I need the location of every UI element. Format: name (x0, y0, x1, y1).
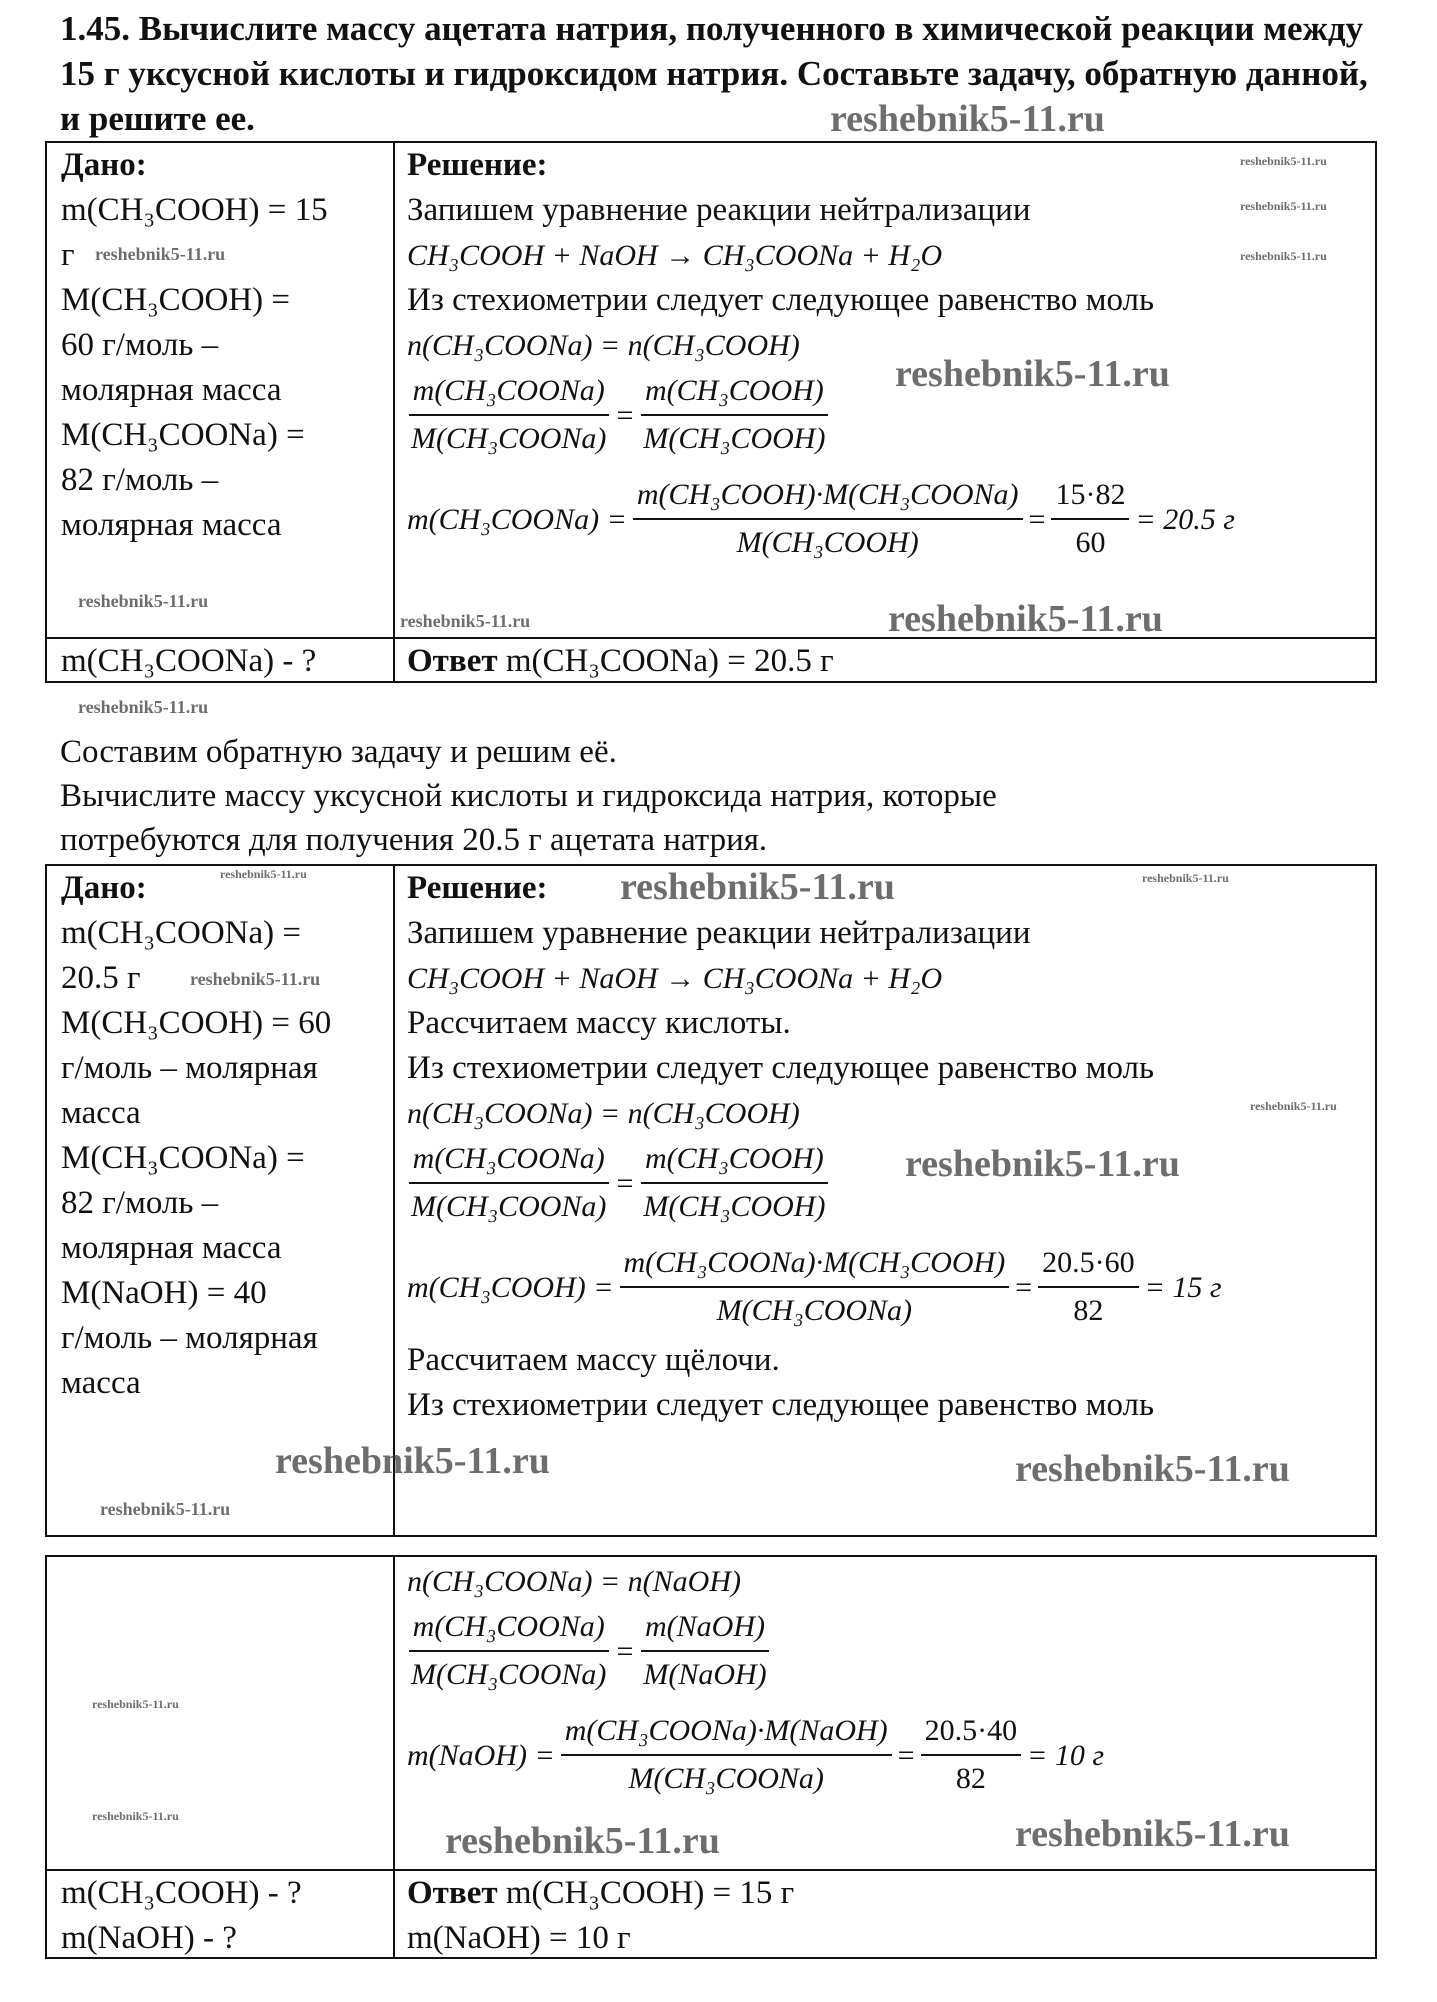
watermark: reshebnik5-11.ru (220, 867, 307, 881)
mass-formula: m(CH₃COONa) = $\frac{\text{m(CH₃COOH)·M(CH₃COONa)}}{\text{M(CH₃COOH)}}$ = $\frac{15\cdot 82}{60}$ = 20.5 г (407, 472, 1365, 566)
mole-equality: n(CH₃COONa) = n(CH₃COOH) (407, 1097, 800, 1130)
solution-text: Из стехиометрии следует следующее равенство моль (407, 282, 1155, 318)
watermark: reshebnik5-11.ru (95, 244, 226, 264)
watermark: reshebnik5-11.ru (895, 353, 1170, 395)
answer-cell (407, 639, 1365, 684)
answer-text: m(CH₃COOH) = 15 г (505, 1875, 795, 1911)
solution-cell (407, 866, 1365, 1428)
formula-lhs: m(NaOH) = (407, 1738, 555, 1772)
fraction-denominator: M(CH₃COOH) (643, 422, 826, 455)
watermark: reshebnik5-11.ru (888, 598, 1163, 640)
given-line: г/моль – молярная (61, 1050, 318, 1086)
fraction-denominator: M(CH₃COONa) (716, 1294, 913, 1327)
inverse-task-text (60, 730, 997, 862)
watermark: reshebnik5-11.ru (830, 98, 1105, 140)
paragraph-line: Составим обратную задачу и решим её. (60, 734, 617, 770)
problem-title: 1.45. Вычислите массу ацетата натрия, полученного в химической реакции между 15 г уксусной кислоты и гидроксидом натрия. Составьте задачу, обратную данной, и решите ее. (60, 9, 1368, 138)
fraction-numerator: m(CH₃COONa) (409, 368, 609, 416)
fraction-numerator: m(CH₃COONa)·M(CH₃COOH) (620, 1240, 1010, 1288)
given-line: молярная масса (61, 1230, 282, 1266)
solution-label: Решение: (407, 870, 548, 906)
watermark: reshebnik5-11.ru (620, 866, 895, 908)
table-2 (45, 864, 1377, 1537)
fraction-numerator: 15·82 (1051, 472, 1129, 520)
given-line: 82 г/моль – (61, 1185, 219, 1221)
watermark: reshebnik5-11.ru (400, 611, 531, 631)
column-divider (393, 1557, 395, 1957)
watermark: reshebnik5-11.ru (100, 1499, 231, 1519)
solution-text: Из стехиометрии следует следующее равенство моль (407, 1387, 1155, 1423)
watermark: reshebnik5-11.ru (445, 1820, 720, 1862)
given-line: M(CH₃COOH) = (61, 282, 291, 318)
find-cell: m(CH₃COONa) - ? (61, 643, 317, 679)
formula-result: = 15 г (1144, 1270, 1222, 1304)
watermark: reshebnik5-11.ru (78, 591, 209, 611)
watermark: reshebnik5-11.ru (78, 697, 209, 717)
fraction-denominator: M(CH₃COONa) (411, 1658, 607, 1691)
solution-text: Запишем уравнение реакции нейтрализации (407, 192, 1031, 228)
fraction-numerator: 20.5·60 (1038, 1240, 1139, 1288)
fraction-numerator: 20.5·40 (921, 1708, 1022, 1756)
given-line: молярная масса (61, 507, 282, 543)
mole-equality: n(CH₃COONa) = n(NaOH) (407, 1565, 741, 1598)
table-1 (45, 141, 1377, 683)
given-line: M(NaOH) = 40 (61, 1275, 267, 1311)
watermark: reshebnik5-11.ru (1015, 1448, 1290, 1490)
fraction-denominator: 60 (1075, 526, 1106, 559)
formula-lhs: m(CH₃COONa) = (407, 502, 627, 536)
watermark: reshebnik5-11.ru (1250, 1099, 1337, 1113)
given-line: г/моль – молярная (61, 1320, 318, 1356)
watermark: reshebnik5-11.ru (1015, 1813, 1290, 1855)
watermark: reshebnik5-11.ru (190, 969, 321, 989)
mass-formula: m(CH₃COOH) = $\frac{\text{m(CH₃COONa)·M(CH₃COOH)}}{\text{M(CH₃COONa)}}$ = $\frac{20.5\cdot 60}{82}$ = 15 г (407, 1240, 1365, 1334)
watermark: reshebnik5-11.ru (905, 1143, 1180, 1185)
given-line: M(CH₃COOH) = 60 (61, 1005, 332, 1041)
mole-equality: n(CH₃COONa) = n(CH₃COOH) (407, 329, 800, 362)
given-line: m(CH₃COOH) = 15 (61, 192, 328, 228)
given-line: 82 г/моль – (61, 462, 219, 498)
solution-label: Решение: (407, 147, 548, 183)
fraction-denominator: M(NaOH) (643, 1658, 767, 1691)
fraction-denominator: M(CH₃COOH) (736, 526, 919, 559)
given-label: Дано: (61, 870, 147, 906)
formula-lhs: m(CH₃COOH) = (407, 1270, 614, 1304)
solution-text: Рассчитаем массу кислоты. (407, 1005, 791, 1041)
solution-cell (407, 143, 1365, 566)
given-line: 60 г/моль – (61, 327, 219, 363)
fraction-denominator: M(CH₃COONa) (628, 1762, 824, 1795)
fraction-numerator: m(NaOH) (641, 1604, 769, 1652)
fraction-denominator: 82 (955, 1762, 986, 1795)
answer-cell (407, 1871, 1365, 1961)
answer-label: Ответ (407, 1875, 498, 1911)
solution-text: Рассчитаем массу щёлочи. (407, 1342, 780, 1378)
watermark: reshebnik5-11.ru (275, 1440, 550, 1482)
given-line: 20.5 г (61, 960, 141, 996)
fraction-numerator: m(CH₃COONa) (409, 1136, 609, 1184)
ratio-formula: $\frac{\text{m(CH₃COONa)}}{\text{M(CH₃COONa)}}$ = $\frac{\text{m(NaOH)}}{\text{M(NaOH)}}$ (407, 1604, 1365, 1698)
given-cell (61, 866, 391, 1406)
watermark: reshebnik5-11.ru (1142, 871, 1229, 885)
watermark: reshebnik5-11.ru (1240, 154, 1327, 168)
column-divider (393, 866, 395, 1535)
answer-label: Ответ (407, 643, 498, 679)
given-line: масса (61, 1365, 141, 1401)
given-cell (61, 143, 391, 548)
reaction-equation: CH₃COOH + NaOH → CH₃COONa + H₂O (407, 962, 943, 995)
reaction-equation: CH₃COOH + NaOH → CH₃COONa + H₂O (407, 239, 943, 272)
fraction-numerator: m(CH₃COOH) (641, 1136, 828, 1184)
solution-text: Из стехиометрии следует следующее равенство моль (407, 1050, 1155, 1086)
paragraph-line: Вычислите массу уксусной кислоты и гидроксида натрия, которые (60, 778, 997, 814)
answer-text: m(NaOH) = 10 г (407, 1920, 631, 1956)
fraction-numerator: m(CH₃COOH) (641, 368, 828, 416)
fraction-numerator: m(CH₃COONa) (409, 1604, 609, 1652)
given-line: масса (61, 1095, 141, 1131)
column-divider (393, 143, 395, 681)
find-cell (61, 1871, 391, 1961)
given-line: m(CH₃COONa) = (61, 915, 302, 951)
given-label: Дано: (61, 147, 147, 183)
formula-result: = 10 г (1027, 1738, 1105, 1772)
given-line: M(CH₃COONa) = (61, 417, 305, 453)
watermark: reshebnik5-11.ru (1240, 249, 1327, 263)
watermark: reshebnik5-11.ru (92, 1697, 179, 1711)
ratio-formula: $\frac{\text{m(CH₃COONa)}}{\text{M(CH₃COONa)}}$ = $\frac{\text{m(CH₃COOH)}}{\text{M(CH₃COOH)}}$ (407, 1136, 1365, 1230)
fraction-denominator: M(CH₃COONa) (411, 1190, 607, 1223)
formula-result: = 20.5 г (1135, 502, 1235, 536)
fraction-numerator: m(CH₃COOH)·M(CH₃COONa) (633, 472, 1023, 520)
given-line: г (61, 237, 75, 273)
table-3 (45, 1555, 1377, 1959)
fraction-denominator: 82 (1073, 1294, 1104, 1327)
solution-cell (407, 1559, 1365, 1802)
solution-text: Запишем уравнение реакции нейтрализации (407, 915, 1031, 951)
mass-formula: m(NaOH) = $\frac{\text{m(CH₃COONa)·M(NaOH)}}{\text{M(CH₃COONa)}}$ = $\frac{20.5\cdot 40}{82}$ = 10 г (407, 1708, 1365, 1802)
ratio-formula: $\frac{\text{m(CH₃COONa)}}{\text{M(CH₃COONa)}}$ = $\frac{\text{m(CH₃COOH)}}{\text{M(CH₃COOH)}}$ (407, 368, 1365, 462)
paragraph-line: потребуются для получения 20.5 г ацетата натрия. (60, 822, 768, 858)
watermark: reshebnik5-11.ru (92, 1809, 179, 1823)
given-line: молярная масса (61, 372, 282, 408)
fraction-denominator: M(CH₃COONa) (411, 422, 607, 455)
watermark: reshebnik5-11.ru (1240, 199, 1327, 213)
find-line: m(NaOH) - ? (61, 1920, 237, 1956)
fraction-numerator: m(CH₃COONa)·M(NaOH) (561, 1708, 892, 1756)
given-line: M(CH₃COONa) = (61, 1140, 305, 1176)
fraction-denominator: M(CH₃COOH) (643, 1190, 826, 1223)
answer-text: m(CH₃COONa) = 20.5 г (505, 643, 834, 679)
find-line: m(CH₃COOH) - ? (61, 1875, 302, 1911)
